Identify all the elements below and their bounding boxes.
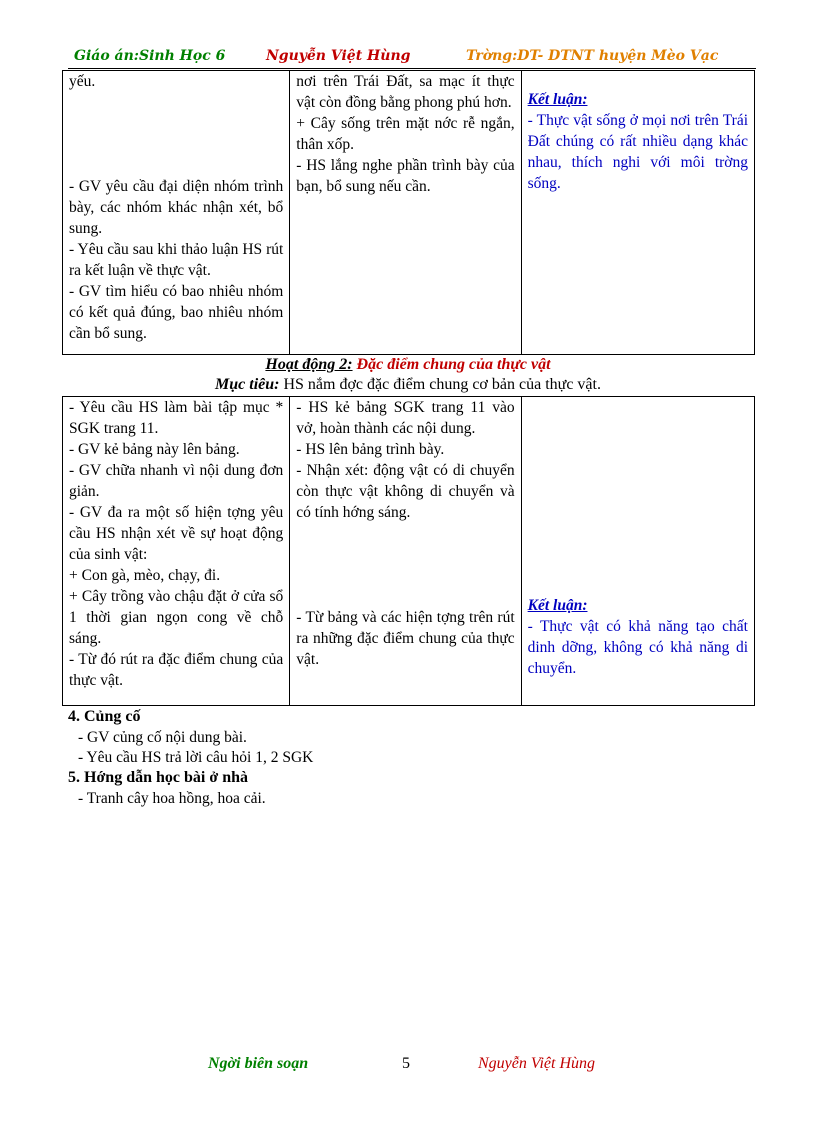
paragraph: + Cây trồng vào chậu đặt ở cửa sổ 1 thời gian ngọn cong về chỗ sáng. (69, 588, 284, 647)
paragraph: - HS lắng nghe phần trình bày của bạn, bổ sung nếu cần. (296, 157, 515, 195)
section-5-line: - Tranh cây hoa hồng, hoa cải. (78, 790, 266, 807)
paragraph: yếu. (69, 73, 96, 90)
paragraph: - HS lên bảng trình bày. (296, 441, 445, 458)
header-school: Trờng:DT- DTNT huyện Mèo Vạc (466, 48, 719, 64)
paragraph: - Yêu cầu sau khi thảo luận HS rút ra kết luận về thực vật. (69, 241, 284, 279)
header-author: Nguyễn Việt Hùng (266, 48, 411, 64)
header-subject: Giáo án:Sinh Học 6 (74, 48, 226, 64)
page-footer (0, 1055, 816, 1079)
activity-heading (0, 356, 816, 374)
objective-line (0, 376, 816, 394)
conclusion-text: - Thực vật có khả năng tạo chất dinh dỡng, không có khả năng di chuyển. (527, 618, 748, 677)
section-4-line: - GV củng cố nội dung bài. (78, 729, 247, 746)
section-4-heading: 4. Củng cố (68, 708, 141, 725)
paragraph: - Từ đó rút ra đặc điểm chung của thực vật. (69, 651, 284, 689)
table-row (63, 71, 755, 355)
teacher-activity-cell (63, 71, 290, 355)
teacher-activity-cell (63, 397, 290, 706)
paragraph: - GV kẻ bảng này lên bảng. (69, 441, 240, 458)
lesson-table-1 (62, 70, 755, 355)
table-row (63, 397, 755, 706)
conclusion-cell (521, 397, 754, 706)
paragraph: - GV tìm hiểu có bao nhiêu nhóm có kết quả đúng, bao nhiêu nhóm cần bổ sung. (69, 283, 284, 342)
paragraph: + Cây sống trên mặt nớc rễ ngắn, thân xốp. (296, 115, 515, 153)
paragraph: + Con gà, mèo, chạy, đi. (69, 567, 221, 584)
paragraph: - Nhận xét: động vật có di chuyển còn thực vật không di chuyển và có tính hớng sáng. (296, 462, 515, 521)
conclusion-text: - Thực vật sống ở mọi nơi trên Trái Đất chúng có rất nhiều dạng khác nhau, thích nghi với môi trờng sống. (527, 112, 748, 192)
paragraph: - HS kẻ bảng SGK trang 11 vào vở, hoàn thành các nội dung. (296, 399, 515, 437)
conclusion-label: Kết luận: (527, 597, 588, 614)
section-4-line: - Yêu cầu HS trả lời câu hỏi 1, 2 SGK (78, 749, 314, 766)
page-number: 5 (402, 1055, 410, 1072)
paragraph: - GV đa ra một số hiện tợng yêu cầu HS nhận xét về sự hoạt động của sinh vật: (69, 504, 284, 563)
student-activity-cell (290, 397, 521, 706)
conclusion-cell (521, 71, 754, 355)
section-5-heading: 5. Hớng dẫn học bài ở nhà (68, 769, 248, 786)
objective-label: Mục tiêu: (215, 376, 280, 393)
page-header (68, 48, 756, 69)
paragraph: - Yêu cầu HS làm bài tập mục * SGK trang 11. (69, 399, 284, 437)
paragraph: - Từ bảng và các hiện tợng trên rút ra những đặc điểm chung của thực vật. (296, 609, 515, 668)
paragraph: - GV chữa nhanh vì nội dung đơn giản. (69, 462, 284, 500)
paragraph: - GV yêu cầu đại diện nhóm trình bày, các nhóm khác nhận xét, bổ sung. (69, 178, 284, 237)
activity-title: Đặc điểm chung của thực vật (356, 356, 551, 373)
student-activity-cell (290, 71, 521, 355)
lesson-table-2 (62, 396, 755, 706)
activity-label: Hoạt động 2: (265, 356, 353, 373)
footer-compiler-label: Ngời biên soạn (208, 1055, 309, 1072)
objective-text: HS nắm đợc đặc điểm chung cơ bản của thực vật. (283, 376, 601, 393)
conclusion-label: Kết luận: (527, 91, 588, 108)
footer-author: Nguyễn Việt Hùng (478, 1055, 596, 1072)
paragraph: nơi trên Trái Đất, sa mạc ít thực vật còn đồng bằng phong phú hơn. (296, 73, 515, 111)
